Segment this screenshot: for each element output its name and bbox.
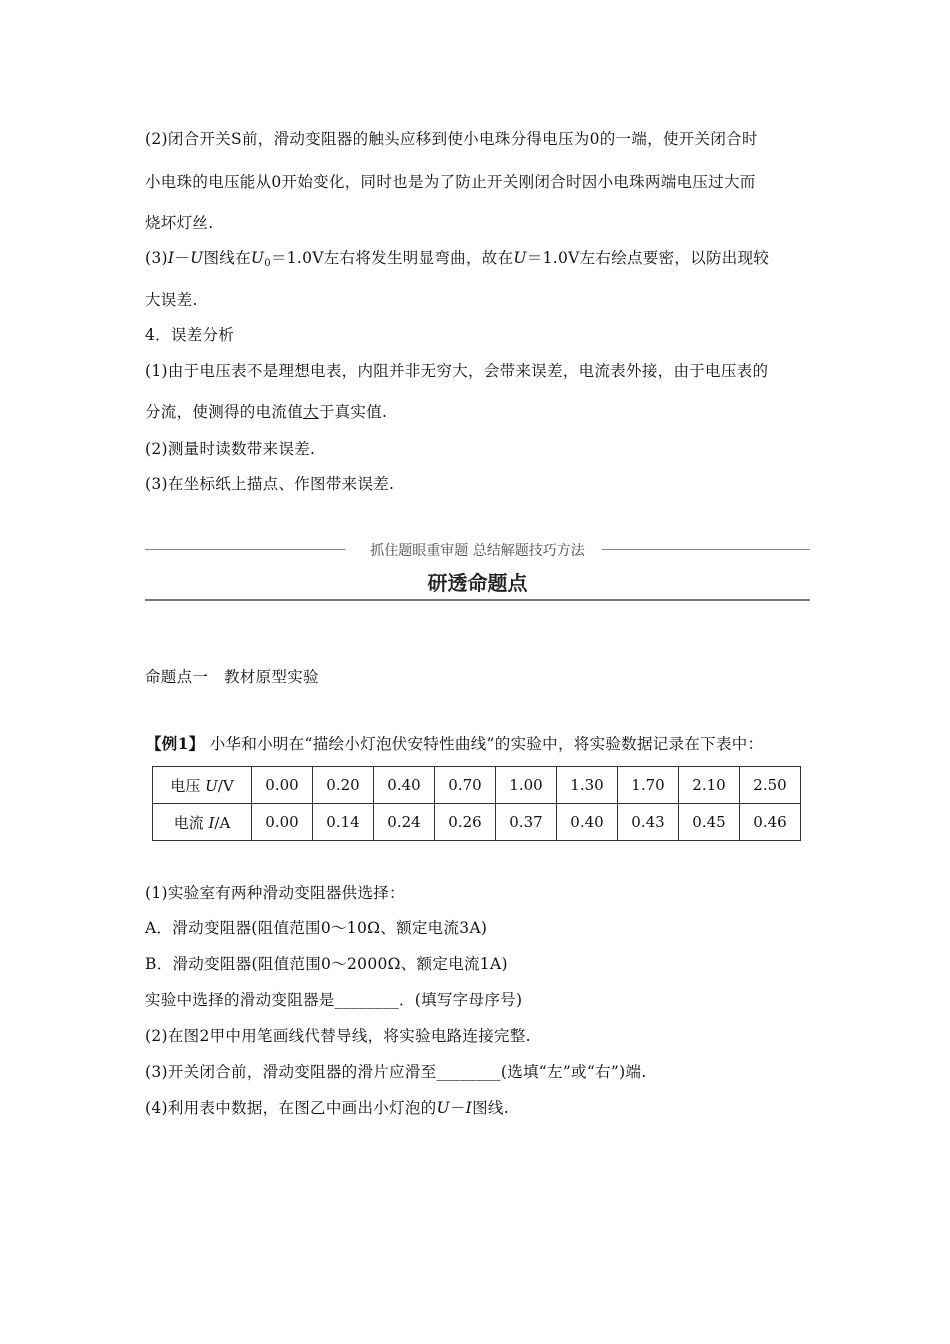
table-cell: 0.40 bbox=[557, 804, 618, 841]
para-3-line-2: 大误差. bbox=[145, 291, 198, 309]
table-cell: 2.10 bbox=[679, 767, 740, 804]
error-1-line-2: 分流，使测得的电流值大于真实值. bbox=[145, 403, 388, 421]
voltage-header: 电压 U/V bbox=[153, 767, 252, 804]
question-3: (3)开关闭合前，滑动变阻器的滑片应滑至________(选填“左”或“右”)端. bbox=[145, 1063, 647, 1081]
section-title: 研透命题点 bbox=[427, 571, 528, 595]
table-cell: 0.26 bbox=[435, 804, 496, 841]
table-cell: 1.70 bbox=[618, 767, 679, 804]
question-4: (4)利用表中数据，在图乙中画出小灯泡的U－I图线. bbox=[145, 1099, 509, 1117]
question-1-answer: 实验中选择的滑动变阻器是________．(填写字母序号) bbox=[145, 991, 523, 1009]
current-header: 电流 I/A bbox=[153, 804, 252, 841]
option-b: B．滑动变阻器(阻值范围0～2000Ω、额定电流1A) bbox=[145, 955, 508, 973]
error-2: (2)测量时读数带来误差. bbox=[145, 440, 316, 458]
table-row bbox=[153, 804, 801, 841]
error-3: (3)在坐标纸上描点、作图带来误差. bbox=[145, 475, 395, 493]
table-cell: 0.45 bbox=[679, 804, 740, 841]
table-cell: 0.00 bbox=[252, 767, 313, 804]
table-cell: 0.20 bbox=[313, 767, 374, 804]
para-2-line-1: (2)闭合开关S前，滑动变阻器的触头应移到使小电珠分得电压为0的一端，使开关闭合时 bbox=[145, 130, 758, 148]
table-cell: 1.30 bbox=[557, 767, 618, 804]
error-1-line-1: (1)由于电压表不是理想电表，内阻并非无穷大，会带来误差，电流表外接，由于电压表的 bbox=[145, 362, 769, 380]
table-cell: 2.50 bbox=[740, 767, 801, 804]
section-banner: 抓住题眼重审题 总结解题技巧方法 bbox=[145, 540, 810, 560]
para-3-line-1: (3)I－U图线在$U_0=1.0V$左右将发生明显弯曲，故在U＝1.0V左右绘点要密，以防出现较 bbox=[145, 249, 770, 269]
data-table bbox=[152, 766, 801, 841]
heading-error-analysis: 4．误差分析 bbox=[145, 326, 235, 344]
table-cell: 0.14 bbox=[313, 804, 374, 841]
table-cell: 1.00 bbox=[496, 767, 557, 804]
table-cell: 0.46 bbox=[740, 804, 801, 841]
option-a: A．滑动变阻器(阻值范围0～10Ω、额定电流3A) bbox=[145, 919, 488, 937]
section-rule bbox=[145, 599, 810, 601]
table-cell: 0.43 bbox=[618, 804, 679, 841]
table-cell: 0.00 bbox=[252, 804, 313, 841]
example-1-question: 【例1】 小华和小明在“描绘小灯泡伏安特性曲线”的实验中，将实验数据记录在下表中： bbox=[146, 734, 764, 753]
table-cell: 0.37 bbox=[496, 804, 557, 841]
question-2: (2)在图2甲中用笔画线代替导线，将实验电路连接完整. bbox=[145, 1027, 531, 1045]
question-1: (1)实验室有两种滑动变阻器供选择： bbox=[145, 884, 405, 902]
table-cell: 0.40 bbox=[374, 767, 435, 804]
para-2-line-2: 小电珠的电压能从0开始变化，同时也是为了防止开关刚闭合时因小电珠两端电压过大而 bbox=[145, 173, 756, 191]
para-2-line-3: 烧坏灯丝. bbox=[145, 214, 214, 232]
topic-heading: 命题点一 教材原型实验 bbox=[145, 668, 319, 686]
table-row bbox=[153, 767, 801, 804]
table-cell: 0.24 bbox=[374, 804, 435, 841]
table-cell: 0.70 bbox=[435, 767, 496, 804]
